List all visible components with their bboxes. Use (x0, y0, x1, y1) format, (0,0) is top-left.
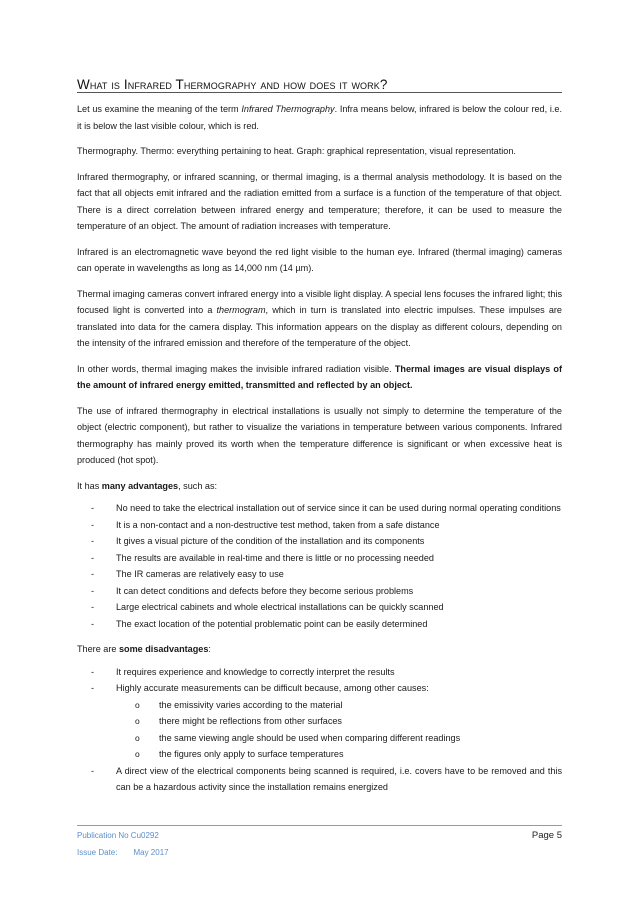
sub-list-item: o the same viewing angle should be used when comparing different readings (116, 730, 562, 747)
advantages-list (77, 500, 562, 632)
bold-disadvantages: some disadvantages (118, 644, 209, 654)
text-run: There are (77, 644, 119, 654)
paragraph-etymology: Thermography. Thermo: everything pertaining to heat. Graph: graphical representation, visual representation. (77, 146, 516, 156)
term-thermogram: thermogram (216, 305, 266, 315)
disadvantages-intro (77, 641, 562, 658)
document-body (77, 101, 562, 805)
list-item: - No need to take the electrical installation out of service since it can be used during normal operating conditions (77, 500, 562, 517)
paragraph-cameras (77, 286, 562, 352)
section-heading: What is Infrared Thermography and how does it work? (77, 77, 388, 92)
issue-date-label: Issue Date: (77, 848, 118, 857)
advantages-intro (77, 478, 562, 495)
sub-list-item: o the figures only apply to surface temperatures (116, 746, 562, 763)
sub-list-item: o the emissivity varies according to the material (116, 697, 562, 714)
text-run: . Infra means below, infrared is below the colour red, i.e. it is below the last visible colour, which is red. (77, 104, 562, 131)
text-run: Thermal imaging cameras convert infrared energy into a visible light display. A special lens focuses the infrared light; this focused light is converted into a (77, 288, 562, 315)
text-run: Let us examine the meaning of the term (77, 104, 242, 114)
list-item: - It requires experience and knowledge to correctly interpret the results (77, 664, 562, 681)
bold-statement: Thermal images are visual displays of the amount of infrared energy emitted, transmitted and reflected by an object. (77, 363, 563, 390)
heading-underline (77, 92, 562, 93)
list-item: - It gives a visual picture of the condition of the installation and its components (77, 533, 562, 550)
list-item: - It can detect conditions and defects before they become serious problems (77, 583, 562, 600)
sub-list (116, 697, 562, 763)
paragraph-methodology: Infrared thermography, or infrared scanning, or thermal imaging, is a thermal analysis methodology. It is based on the fact that all objects emit infrared and the radiation emitted from a surface is a function of the temperature of that object. There is a direct correlation between infrared energy and temperature; therefore, it can be used to measure the temperature of an object. The amount of radiation increases with temperature. (77, 171, 562, 231)
list-item-text: Highly accurate measurements can be difficult because, among other causes: (116, 683, 429, 693)
list-item: - The exact location of the potential problematic point can be easily determined (77, 616, 562, 633)
list-item: - A direct view of the electrical components being scanned is required, i.e. covers have to be removed and this can be a hazardous activity since the installation remains energized (77, 763, 562, 796)
issue-date (77, 848, 169, 857)
list-item (77, 680, 562, 763)
paragraph-summary (77, 361, 562, 394)
issue-date-value: May 2017 (133, 848, 169, 857)
list-item: - The results are available in real-time and there is little or no processing needed (77, 550, 562, 567)
list-item: - The IR cameras are relatively easy to use (77, 566, 562, 583)
paragraph-definition (77, 101, 562, 134)
sub-list-item: o there might be reflections from other surfaces (116, 713, 562, 730)
text-run: It has (77, 480, 102, 491)
text-run: : (208, 644, 211, 654)
footer-divider (77, 825, 562, 826)
publication-number: Publication No Cu0292 (77, 831, 159, 840)
list-item: - Large electrical cabinets and whole electrical installations can be quickly scanned (77, 599, 562, 616)
disadvantages-list (77, 664, 562, 796)
text-run: In other words, thermal imaging makes the invisible infrared radiation visible. (77, 363, 395, 374)
term-infrared-thermography: Infrared Thermography (241, 104, 335, 114)
paragraph-electromagnetic: Infrared is an electromagnetic wave beyond the red light visible to the human eye. Infrared (thermal imaging) cameras can operate in wavelengths as long as 14,000 nm (14 µm). (77, 246, 562, 273)
bold-advantages: many advantages (101, 480, 179, 491)
list-item: - It is a non-contact and a non-destructive test method, taken from a safe distance (77, 517, 562, 534)
text-run: , which in turn is translated into electric impulses. These impulses are translated into data for the camera display. This information appears on the display as different colours, depending on the intensity of the infrared emission and therefore of the temperature of the object. (77, 305, 562, 348)
page-number: Page 5 (531, 830, 562, 841)
text-run: , such as: (178, 480, 218, 491)
paragraph-electrical-use: The use of infrared thermography in electrical installations is usually not simply to determine the temperature of the object (electric component), but rather to visualize the variations in temperature between various components. Infrared thermography has mainly proved its worth when the temperature difference is significant or when excessive heat is produced (hot spot). (77, 405, 562, 465)
